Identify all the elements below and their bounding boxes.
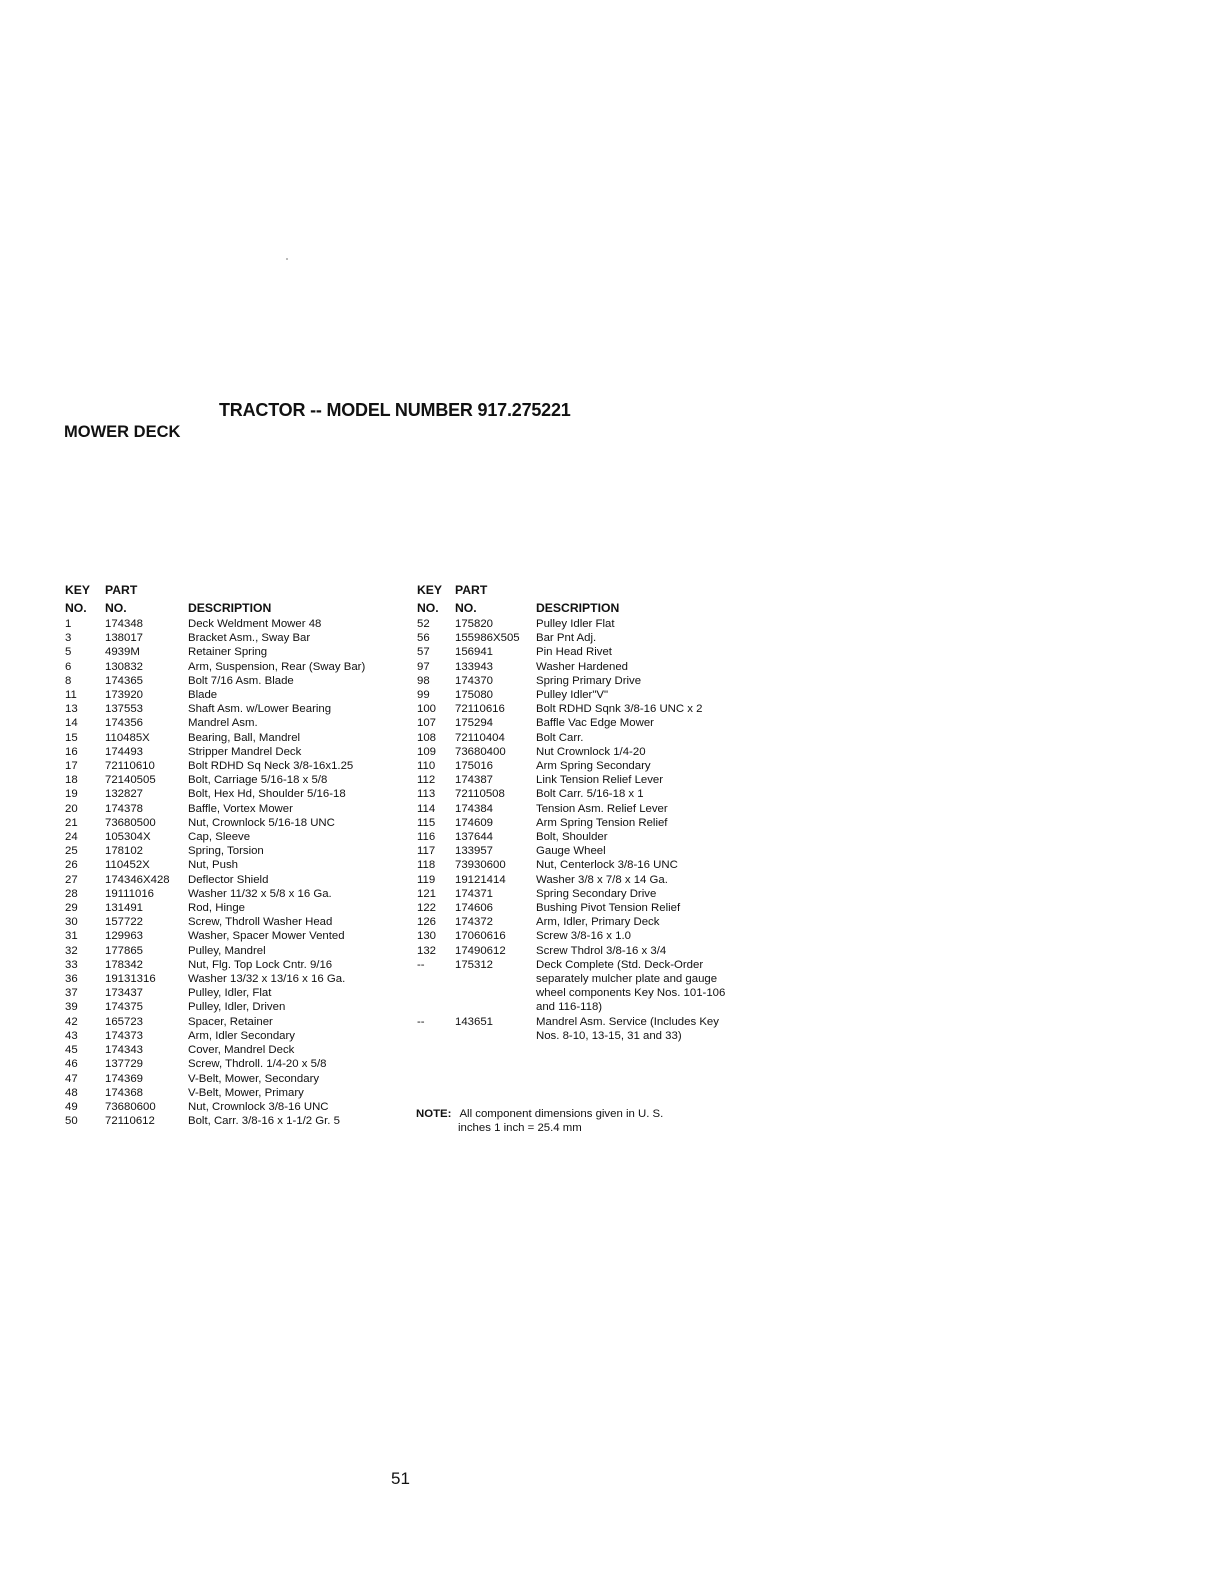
table-row [65, 972, 373, 986]
description-cell: Arm Spring Secondary [536, 760, 651, 773]
part-number-cell: 177865 [105, 944, 144, 957]
table-row [65, 901, 373, 915]
description-cell: Deflector Shield [188, 873, 269, 886]
description-cell: Pin Head Rivet [536, 646, 612, 659]
part-number-cell: 138017 [105, 632, 144, 645]
table-row [417, 716, 736, 730]
description-cell: Bar Pnt Adj. [536, 632, 597, 645]
table-row [65, 773, 373, 787]
table-row [65, 873, 373, 887]
key-cell: 1 [65, 618, 72, 630]
description-cell: Bolt Carr. 5/16-18 x 1 [536, 788, 644, 801]
description-cell: Washer, Spacer Mower Vented [188, 930, 345, 943]
parts-table-right [417, 583, 736, 1043]
table-row [65, 858, 373, 872]
description-cell: Arm Spring Tension Relief [536, 816, 668, 829]
description-cell: Bolt, Carriage 5/16-18 x 5/8 [188, 774, 328, 787]
key-cell: 33 [65, 958, 78, 971]
parts-table-left [65, 583, 373, 1128]
part-number-cell: 105304X [105, 831, 151, 844]
key-cell: 42 [65, 1015, 78, 1028]
part-number-cell: 175820 [455, 618, 494, 630]
part-number-cell: 72110612 [105, 1115, 155, 1128]
table-row [65, 631, 373, 645]
key-cell: 14 [65, 717, 78, 730]
key-cell: 115 [417, 816, 436, 829]
part-number-cell: 174372 [455, 916, 494, 929]
key-cell: 31 [65, 930, 78, 943]
key-cell: 3 [65, 632, 72, 645]
part-number-cell: 137644 [455, 831, 494, 844]
part-number-cell: 178342 [105, 958, 144, 971]
key-cell: 32 [65, 944, 78, 957]
key-cell: 29 [65, 902, 78, 915]
key-cell: 15 [65, 731, 78, 744]
description-cell: Bearing, Ball, Mandrel [188, 731, 301, 744]
description-cell: Deck Weldment Mower 48 [188, 618, 322, 630]
part-number-cell: 174365 [105, 674, 144, 687]
scan-speck [286, 258, 288, 260]
description-cell: Bolt 7/16 Asm. Blade [188, 674, 294, 687]
description-cell: Pulley Idler"V" [536, 689, 609, 702]
part-number-cell: 174369 [105, 1072, 144, 1085]
description-cell: Bolt RDHD Sq Neck 3/8-16x1.25 [188, 760, 354, 773]
key-header-line2: NO. [417, 601, 439, 615]
description-cell: Tension Asm. Relief Lever [536, 802, 668, 815]
table-row [65, 915, 373, 929]
table-row [417, 674, 736, 688]
table-row [65, 787, 373, 801]
table-row [417, 901, 736, 915]
description-cell: Deck Complete (Std. Deck-Order separately mulcher plate and gauge wheel components Key Nos. 101-106 and 116-118) [536, 958, 726, 1014]
part-number-cell: 156941 [455, 646, 494, 659]
description-cell: Bracket Asm., Sway Bar [188, 632, 311, 645]
table-row [417, 645, 736, 659]
key-cell: 24 [65, 831, 78, 844]
key-cell: 18 [65, 774, 78, 787]
description-cell: Bolt Carr. [536, 731, 584, 744]
key-cell: 126 [417, 916, 437, 929]
page-number: 51 [391, 1469, 410, 1488]
key-cell: 5 [65, 646, 72, 659]
description-cell: Washer 3/8 x 7/8 x 14 Ga. [536, 873, 668, 886]
key-cell: 110 [417, 760, 436, 773]
description-cell: Nut, Crownlock 5/16-18 UNC [188, 816, 335, 829]
key-cell: 132 [417, 944, 437, 957]
table-row [65, 674, 373, 688]
table-row [65, 1086, 373, 1100]
table-row [417, 887, 736, 901]
table-row [65, 745, 373, 759]
note-label: NOTE: [416, 1108, 452, 1120]
description-cell: Baffle Vac Edge Mower [536, 717, 654, 730]
description-cell: Cap, Sleeve [188, 831, 251, 844]
description-cell: Spring, Torsion [188, 845, 264, 858]
part-number-cell: 129963 [105, 930, 144, 943]
table-row [65, 958, 373, 972]
part-number-cell: 72110508 [455, 788, 505, 801]
page-title: TRACTOR -- MODEL NUMBER 917.275221 [219, 400, 571, 420]
part-number-cell: 72110404 [455, 731, 505, 744]
description-cell: Bolt, Carr. 3/8-16 x 1-1/2 Gr. 5 [188, 1115, 340, 1128]
description-cell: Washer Hardened [536, 660, 629, 673]
description-cell: Nut, Flg. Top Lock Cntr. 9/16 [188, 958, 333, 971]
description-cell: Rod, Hinge [188, 902, 245, 915]
table-row [417, 702, 736, 716]
part-number-cell: 175080 [455, 689, 494, 702]
part-number-cell: 19121414 [455, 873, 506, 886]
part-number-cell: 137729 [105, 1058, 144, 1071]
part-number-cell: 73930600 [455, 859, 506, 872]
description-cell: Spacer, Retainer [188, 1015, 273, 1028]
table-row [65, 816, 373, 830]
part-number-cell: 174356 [105, 717, 144, 730]
key-cell: 108 [417, 731, 437, 744]
description-cell: Arm, Idler Secondary [188, 1029, 295, 1042]
description-cell: Link Tension Relief Lever [536, 774, 664, 787]
key-cell: 6 [65, 660, 72, 673]
part-number-cell: 73680400 [455, 745, 506, 758]
description-cell: Bolt, Shoulder [536, 831, 608, 844]
table-header [417, 583, 736, 617]
description-cell: Pulley, Mandrel [188, 944, 266, 957]
part-number-cell: 174609 [455, 816, 494, 829]
table-row [417, 787, 736, 801]
part-number-cell: 131491 [105, 902, 144, 915]
key-cell: 37 [65, 987, 78, 1000]
parts-list-left [65, 617, 373, 1128]
part-number-cell: 178102 [105, 845, 144, 858]
part-number-cell: 165723 [105, 1015, 144, 1028]
key-cell: -- [417, 1015, 425, 1028]
key-cell: 25 [65, 845, 78, 858]
part-number-cell: 17060616 [455, 930, 506, 943]
table-row [417, 731, 736, 745]
table-row [417, 873, 736, 887]
table-row [65, 1100, 373, 1114]
part-number-cell: 174343 [105, 1044, 144, 1057]
part-number-cell: 110452X [105, 859, 150, 872]
table-row [65, 1000, 373, 1014]
table-row [417, 1015, 736, 1043]
table-row [417, 929, 736, 943]
description-cell: Stripper Mandrel Deck [188, 745, 302, 758]
key-cell: 57 [417, 646, 430, 659]
part-number-cell: 73680500 [105, 816, 156, 829]
key-cell: 39 [65, 1001, 78, 1014]
table-row [417, 830, 736, 844]
description-cell: Nut, Centerlock 3/8-16 UNC [536, 859, 678, 872]
table-row [65, 1072, 373, 1086]
key-header-line1: KEY [417, 583, 443, 597]
table-row [417, 660, 736, 674]
part-number-cell: 174375 [105, 1001, 144, 1014]
key-cell: 113 [417, 788, 436, 801]
note-line1: All component dimensions given in U. S. [459, 1108, 664, 1120]
part-number-cell: 72110610 [105, 760, 155, 773]
key-cell: 28 [65, 887, 78, 900]
part-number-cell: 72110616 [455, 703, 505, 716]
part-number-cell: 174348 [105, 618, 144, 630]
part-number-cell: 174371 [455, 887, 494, 900]
part-number-cell: 130832 [105, 660, 144, 673]
description-cell: V-Belt, Mower, Secondary [188, 1072, 320, 1085]
table-row [417, 915, 736, 929]
key-cell: 19 [65, 788, 78, 801]
table-row [65, 830, 373, 844]
description-cell: Screw, Thdroll Washer Head [188, 916, 333, 929]
description-cell: Screw, Thdroll. 1/4-20 x 5/8 [188, 1058, 327, 1071]
part-number-cell: 19111016 [105, 887, 154, 900]
part-number-cell: 175312 [455, 958, 494, 971]
part-number-cell: 174378 [105, 802, 144, 815]
part-number-cell: 175016 [455, 760, 494, 773]
table-row [417, 688, 736, 702]
table-row [417, 858, 736, 872]
table-row [65, 944, 373, 958]
key-cell: 97 [417, 660, 430, 673]
part-number-cell: 173437 [105, 987, 144, 1000]
description-cell: Pulley Idler Flat [536, 618, 615, 630]
part-number-cell: 72140505 [105, 774, 156, 787]
key-cell: 99 [417, 689, 430, 702]
table-row [65, 1114, 373, 1128]
key-cell: 17 [65, 760, 78, 773]
key-cell: 20 [65, 802, 78, 815]
description-cell: Mandrel Asm. Service (Includes Key Nos. 8-10, 13-15, 31 and 33) [536, 1015, 719, 1042]
table-row [417, 944, 736, 958]
description-cell: Screw Thdrol 3/8-16 x 3/4 [536, 944, 667, 957]
part-number-cell: 175294 [455, 717, 494, 730]
part-number-cell: 157722 [105, 916, 144, 929]
key-cell: 8 [65, 674, 72, 687]
table-row [417, 759, 736, 773]
table-row [65, 688, 373, 702]
part-number-cell: 174370 [455, 674, 494, 687]
description-cell: V-Belt, Mower, Primary [188, 1086, 304, 1099]
part-number-cell: 137553 [105, 703, 144, 716]
key-cell: 116 [417, 831, 436, 844]
key-cell: 117 [417, 845, 436, 858]
note-line2: inches 1 inch = 25.4 mm [458, 1122, 582, 1134]
key-cell: 21 [65, 816, 78, 829]
key-cell: 122 [417, 902, 437, 915]
description-header: DESCRIPTION [536, 601, 620, 615]
table-row [65, 802, 373, 816]
key-cell: 121 [417, 887, 437, 900]
table-row [65, 716, 373, 730]
table-row [417, 617, 736, 631]
part-number-cell: 174346X428 [105, 873, 170, 886]
table-row [417, 773, 736, 787]
description-cell: Pulley, Idler, Flat [188, 987, 272, 1000]
table-row [417, 816, 736, 830]
key-cell: 13 [65, 703, 78, 716]
table-row [65, 986, 373, 1000]
part-number-cell: 155986X505 [455, 632, 520, 645]
part-number-cell: 174368 [105, 1086, 144, 1099]
description-cell: Bolt RDHD Sqnk 3/8-16 UNC x 2 [536, 703, 703, 716]
part-number-cell: 174373 [105, 1029, 144, 1042]
key-cell: 112 [417, 774, 436, 787]
description-cell: Blade [188, 689, 218, 702]
table-row [65, 887, 373, 901]
key-cell: 27 [65, 873, 78, 886]
part-header-line2: NO. [455, 601, 477, 615]
table-row [417, 631, 736, 645]
table-row [65, 702, 373, 716]
description-cell: Pulley, Idler, Driven [188, 1001, 286, 1014]
description-cell: Cover, Mandrel Deck [188, 1044, 295, 1057]
key-cell: 130 [417, 930, 437, 943]
table-row [65, 1015, 373, 1029]
parts-list-right [417, 617, 736, 1043]
key-cell: 109 [417, 745, 437, 758]
description-cell: Bolt, Hex Hd, Shoulder 5/16-18 [188, 788, 346, 801]
key-cell: 100 [417, 703, 437, 716]
key-cell: 118 [417, 859, 436, 872]
table-row [417, 745, 736, 759]
key-header-line2: NO. [65, 601, 87, 615]
key-cell: 114 [417, 802, 436, 815]
part-number-cell: 19131316 [105, 973, 156, 986]
table-row [65, 1057, 373, 1071]
key-cell: 98 [417, 674, 430, 687]
part-number-cell: 174384 [455, 802, 494, 815]
description-cell: Bushing Pivot Tension Relief [536, 902, 681, 915]
key-cell: 52 [417, 618, 430, 630]
part-number-cell: 110485X [105, 731, 150, 744]
key-cell: 119 [417, 873, 436, 886]
description-cell: Screw 3/8-16 x 1.0 [536, 930, 631, 943]
key-header-line1: KEY [65, 583, 91, 597]
table-row [65, 844, 373, 858]
key-cell: 50 [65, 1115, 78, 1128]
dimension-note [416, 1108, 663, 1134]
part-number-cell: 174606 [455, 902, 494, 915]
table-row [417, 802, 736, 816]
table-header [65, 583, 373, 617]
key-cell: 16 [65, 745, 78, 758]
part-number-cell: 133957 [455, 845, 494, 858]
part-number-cell: 133943 [455, 660, 494, 673]
part-header-line2: NO. [105, 601, 127, 615]
part-number-cell: 17490612 [455, 944, 506, 957]
key-cell: 49 [65, 1100, 78, 1113]
key-cell: 56 [417, 632, 430, 645]
part-number-cell: 132827 [105, 788, 144, 801]
description-cell: Spring Primary Drive [536, 674, 642, 687]
key-cell: 45 [65, 1044, 78, 1057]
table-row [417, 844, 736, 858]
part-number-cell: 174387 [455, 774, 494, 787]
description-cell: Arm, Idler, Primary Deck [536, 916, 660, 929]
part-header-line1: PART [105, 583, 138, 597]
description-cell: Retainer Spring [188, 646, 268, 659]
key-cell: 30 [65, 916, 78, 929]
description-cell: Baffle, Vortex Mower [188, 802, 293, 815]
table-row [65, 929, 373, 943]
key-cell: 107 [417, 717, 437, 730]
table-row [65, 617, 373, 631]
description-cell: Arm, Suspension, Rear (Sway Bar) [188, 660, 366, 673]
key-cell: 43 [65, 1029, 78, 1042]
description-cell: Spring Secondary Drive [536, 887, 657, 900]
description-cell: Washer 11/32 x 5/8 x 16 Ga. [188, 887, 332, 900]
table-row [417, 958, 736, 1015]
table-row [65, 731, 373, 745]
key-cell: 11 [65, 689, 77, 702]
key-cell: 47 [65, 1072, 78, 1085]
part-number-cell: 173920 [105, 689, 144, 702]
description-header: DESCRIPTION [188, 601, 272, 615]
table-row [65, 759, 373, 773]
part-number-cell: 73680600 [105, 1100, 156, 1113]
key-cell: 26 [65, 859, 78, 872]
part-number-cell: 143651 [455, 1015, 494, 1028]
table-row [65, 1029, 373, 1043]
description-cell: Nut Crownlock 1/4-20 [536, 745, 646, 758]
key-cell: -- [417, 958, 425, 971]
description-cell: Nut, Push [188, 859, 239, 872]
description-cell: Nut, Crownlock 3/8-16 UNC [188, 1100, 329, 1113]
description-cell: Gauge Wheel [536, 845, 606, 858]
table-row [65, 1043, 373, 1057]
section-title: MOWER DECK [64, 423, 181, 441]
part-number-cell: 4939M [105, 646, 140, 659]
description-cell: Mandrel Asm. [188, 717, 258, 730]
key-cell: 48 [65, 1086, 78, 1099]
key-cell: 46 [65, 1058, 78, 1071]
description-cell: Washer 13/32 x 13/16 x 16 Ga. [188, 973, 346, 986]
table-row [65, 645, 373, 659]
table-row [65, 660, 373, 674]
part-number-cell: 174493 [105, 745, 144, 758]
description-cell: Shaft Asm. w/Lower Bearing [188, 703, 332, 716]
part-header-line1: PART [455, 583, 488, 597]
key-cell: 36 [65, 973, 78, 986]
